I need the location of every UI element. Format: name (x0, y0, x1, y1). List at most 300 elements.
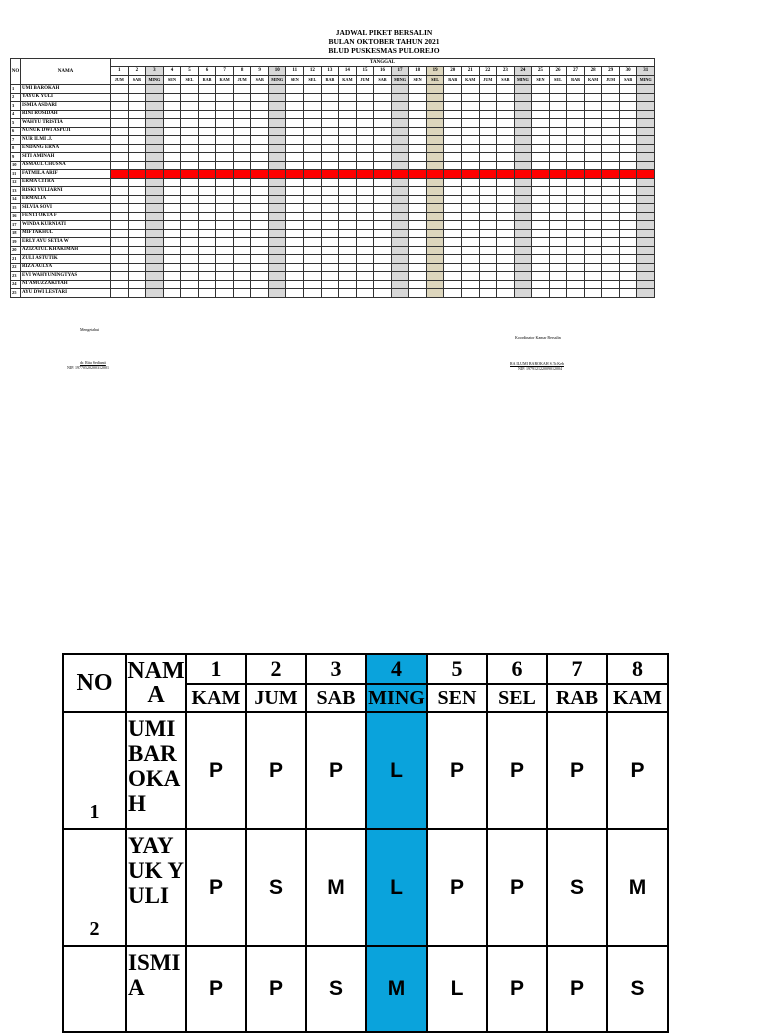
schedule-cell (374, 195, 392, 204)
schedule-cell (637, 153, 655, 162)
staff-name: RINI ROSIDAH (21, 110, 111, 119)
schedule-cell (602, 263, 620, 272)
schedule-cell (304, 85, 322, 94)
schedule-cell (602, 246, 620, 255)
schedule-cell (233, 85, 251, 94)
schedule-cell (444, 153, 462, 162)
schedule-cell (532, 187, 550, 196)
schedule-cell (409, 170, 427, 179)
zoom-shift-cell: P (547, 946, 607, 1032)
schedule-cell (549, 170, 567, 179)
schedule-cell (409, 178, 427, 187)
schedule-cell (198, 102, 216, 111)
zoom-shift-cell: P (547, 712, 607, 829)
schedule-cell (584, 212, 602, 221)
zoom-day-header: KAM (186, 684, 246, 712)
schedule-cell (409, 110, 427, 119)
schedule-cell (111, 280, 129, 289)
schedule-cell (497, 136, 515, 145)
schedule-cell (146, 102, 164, 111)
schedule-cell (461, 127, 479, 136)
table-row (11, 229, 655, 238)
zoom-shift-cell: S (306, 946, 366, 1032)
tanggal-header: TANGGAL (111, 59, 655, 67)
schedule-cell (339, 153, 357, 162)
schedule-cell (128, 246, 146, 255)
schedule-cell (286, 93, 304, 102)
schedule-cell (426, 85, 444, 94)
date-header: 17 (391, 67, 409, 76)
schedule-cell (619, 272, 637, 281)
schedule-cell (268, 178, 286, 187)
staff-number: 13 (11, 187, 21, 196)
schedule-cell (444, 263, 462, 272)
schedule-cell (637, 170, 655, 179)
schedule-cell (514, 255, 532, 264)
day-header: MING (514, 76, 532, 85)
schedule-cell (426, 144, 444, 153)
schedule-cell (567, 204, 585, 213)
schedule-cell (374, 161, 392, 170)
schedule-cell (479, 110, 497, 119)
schedule-cell (479, 85, 497, 94)
schedule-cell (356, 170, 374, 179)
schedule-cell (374, 255, 392, 264)
zoom-shift-cell: P (246, 712, 306, 829)
staff-name: ASMAUL CHUSNA (21, 161, 111, 170)
schedule-cell (198, 229, 216, 238)
schedule-cell (532, 93, 550, 102)
schedule-cell (461, 178, 479, 187)
staff-name: FENTI OKTA F (21, 212, 111, 221)
schedule-cell (374, 85, 392, 94)
schedule-cell (233, 102, 251, 111)
schedule-cell (321, 255, 339, 264)
schedule-cell (268, 187, 286, 196)
staff-name: SILVIA SOVI (21, 204, 111, 213)
schedule-cell (181, 195, 199, 204)
schedule-cell (216, 272, 234, 281)
schedule-cell (514, 119, 532, 128)
schedule-cell (128, 85, 146, 94)
schedule-cell (532, 229, 550, 238)
date-header: 14 (339, 67, 357, 76)
schedule-cell (111, 178, 129, 187)
schedule-cell (339, 136, 357, 145)
schedule-cell (198, 153, 216, 162)
day-header: KAM (584, 76, 602, 85)
schedule-cell (374, 280, 392, 289)
schedule-cell (461, 102, 479, 111)
schedule-cell (549, 178, 567, 187)
schedule-cell (444, 204, 462, 213)
schedule-cell (163, 119, 181, 128)
staff-name: WAHYU TRISTIA (21, 119, 111, 128)
schedule-cell (532, 263, 550, 272)
schedule-cell (233, 195, 251, 204)
schedule-cell (163, 136, 181, 145)
schedule-cell (602, 110, 620, 119)
schedule-cell (426, 212, 444, 221)
schedule-cell (532, 136, 550, 145)
schedule-cell (251, 272, 269, 281)
schedule-cell (163, 153, 181, 162)
schedule-cell (532, 289, 550, 298)
schedule-cell (619, 178, 637, 187)
schedule-cell (602, 161, 620, 170)
schedule-cell (198, 136, 216, 145)
zoom-shift-cell: P (487, 946, 547, 1032)
schedule-cell (567, 178, 585, 187)
schedule-cell (549, 255, 567, 264)
schedule-cell (286, 280, 304, 289)
schedule-cell (181, 127, 199, 136)
zoom-day-header: JUM (246, 684, 306, 712)
schedule-cell (532, 85, 550, 94)
schedule-cell (268, 280, 286, 289)
schedule-cell (619, 289, 637, 298)
schedule-cell (514, 263, 532, 272)
staff-name: ISMIA ASDARI (21, 102, 111, 111)
schedule-cell (567, 153, 585, 162)
schedule-cell (111, 187, 129, 196)
schedule-cell (426, 229, 444, 238)
schedule-cell (426, 161, 444, 170)
day-header: MING (146, 76, 164, 85)
schedule-cell (409, 289, 427, 298)
staff-number: 5 (11, 119, 21, 128)
schedule-cell (286, 119, 304, 128)
schedule-cell (111, 272, 129, 281)
table-row (63, 712, 668, 829)
schedule-cell (532, 246, 550, 255)
schedule-cell (181, 289, 199, 298)
schedule-cell (128, 238, 146, 247)
schedule-cell (198, 144, 216, 153)
staff-name: EVI WAHYUNINGTYAS (21, 272, 111, 281)
schedule-cell (514, 110, 532, 119)
schedule-cell (111, 212, 129, 221)
schedule-cell (619, 187, 637, 196)
schedule-cell (181, 110, 199, 119)
schedule-cell (584, 246, 602, 255)
staff-number: 23 (11, 272, 21, 281)
schedule-cell (479, 204, 497, 213)
schedule-cell (497, 93, 515, 102)
schedule-cell (637, 161, 655, 170)
schedule-cell (461, 280, 479, 289)
schedule-cell (444, 161, 462, 170)
day-header: KAM (216, 76, 234, 85)
schedule-cell (216, 153, 234, 162)
staff-name: WINDA KURNIATI (21, 221, 111, 230)
schedule-cell (111, 195, 129, 204)
schedule-cell (356, 144, 374, 153)
schedule-cell (549, 93, 567, 102)
schedule-cell (356, 238, 374, 247)
schedule-cell (198, 110, 216, 119)
schedule-cell (374, 127, 392, 136)
schedule-cell (619, 170, 637, 179)
schedule-cell (637, 195, 655, 204)
schedule-cell (181, 204, 199, 213)
schedule-table (10, 58, 655, 298)
zoom-shift-cell: P (427, 829, 487, 946)
schedule-cell (216, 246, 234, 255)
schedule-cell (233, 229, 251, 238)
date-header: 6 (198, 67, 216, 76)
schedule-cell (181, 221, 199, 230)
zoom-date-header: 5 (427, 654, 487, 684)
schedule-cell (216, 127, 234, 136)
schedule-cell (497, 119, 515, 128)
schedule-cell (444, 289, 462, 298)
schedule-cell (356, 102, 374, 111)
schedule-cell (619, 221, 637, 230)
schedule-cell (321, 212, 339, 221)
zoom-shift-cell: M (607, 829, 668, 946)
schedule-cell (339, 289, 357, 298)
schedule-cell (584, 280, 602, 289)
date-header: 21 (461, 67, 479, 76)
schedule-cell (268, 255, 286, 264)
schedule-cell (181, 161, 199, 170)
schedule-cell (391, 212, 409, 221)
schedule-cell (497, 238, 515, 247)
schedule-cell (514, 238, 532, 247)
right-signature-name-text: RA ILUMI BAROKAH S.Tr.Keb (510, 361, 564, 366)
schedule-cell (216, 212, 234, 221)
date-header: 2 (128, 67, 146, 76)
schedule-cell (497, 102, 515, 111)
schedule-cell (426, 195, 444, 204)
schedule-cell (146, 212, 164, 221)
schedule-cell (339, 127, 357, 136)
schedule-cell (181, 229, 199, 238)
schedule-cell (198, 238, 216, 247)
staff-name: NUR ILMI .J. (21, 136, 111, 145)
schedule-cell (549, 153, 567, 162)
schedule-cell (391, 221, 409, 230)
schedule-cell (409, 246, 427, 255)
schedule-cell (286, 102, 304, 111)
staff-number: 20 (11, 246, 21, 255)
schedule-cell (409, 229, 427, 238)
schedule-cell (461, 119, 479, 128)
schedule-cell (479, 127, 497, 136)
schedule-cell (356, 229, 374, 238)
schedule-cell (339, 102, 357, 111)
schedule-cell (321, 221, 339, 230)
schedule-cell (216, 289, 234, 298)
schedule-cell (321, 178, 339, 187)
schedule-cell (567, 195, 585, 204)
schedule-cell (198, 272, 216, 281)
schedule-cell (479, 238, 497, 247)
schedule-cell (304, 246, 322, 255)
zoom-shift-cell: P (186, 946, 246, 1032)
schedule-cell (584, 255, 602, 264)
schedule-cell (567, 212, 585, 221)
schedule-cell (637, 136, 655, 145)
schedule-cell (444, 229, 462, 238)
schedule-cell (198, 93, 216, 102)
schedule-cell (233, 221, 251, 230)
schedule-cell (268, 161, 286, 170)
date-header: 7 (216, 67, 234, 76)
schedule-cell (391, 178, 409, 187)
schedule-cell (251, 204, 269, 213)
schedule-cell (146, 110, 164, 119)
schedule-cell (391, 263, 409, 272)
schedule-cell (233, 93, 251, 102)
staff-number: 6 (11, 127, 21, 136)
schedule-cell (619, 195, 637, 204)
schedule-cell (181, 144, 199, 153)
schedule-cell (497, 110, 515, 119)
day-header: SAB (619, 76, 637, 85)
schedule-cell (549, 204, 567, 213)
schedule-cell (444, 187, 462, 196)
date-header: 4 (163, 67, 181, 76)
staff-name: MIFTAKHUL (21, 229, 111, 238)
staff-name: RIZA AULYA (21, 263, 111, 272)
schedule-cell (584, 144, 602, 153)
schedule-cell (426, 263, 444, 272)
schedule-cell (286, 85, 304, 94)
schedule-cell (286, 263, 304, 272)
schedule-month: BULAN OKTOBER TAHUN 2021 (328, 37, 440, 46)
schedule-cell (321, 102, 339, 111)
table-row (11, 195, 655, 204)
schedule-cell (286, 238, 304, 247)
schedule-cell (286, 204, 304, 213)
schedule-cell (128, 178, 146, 187)
schedule-cell (146, 161, 164, 170)
schedule-cell (181, 170, 199, 179)
schedule-cell (514, 280, 532, 289)
schedule-cell (567, 85, 585, 94)
schedule-cell (268, 153, 286, 162)
zoom-day-header: SEL (487, 684, 547, 712)
schedule-cell (479, 178, 497, 187)
schedule-cell (321, 263, 339, 272)
schedule-cell (198, 255, 216, 264)
schedule-cell (128, 110, 146, 119)
schedule-cell (602, 85, 620, 94)
schedule-cell (461, 212, 479, 221)
schedule-cell (461, 110, 479, 119)
schedule-cell (198, 127, 216, 136)
schedule-cell (374, 178, 392, 187)
schedule-cell (163, 263, 181, 272)
schedule-cell (374, 136, 392, 145)
schedule-cell (391, 187, 409, 196)
zoom-shift-cell: P (186, 712, 246, 829)
schedule-cell (497, 127, 515, 136)
schedule-cell (233, 144, 251, 153)
schedule-cell (216, 204, 234, 213)
staff-number: 4 (11, 110, 21, 119)
schedule-cell (602, 127, 620, 136)
schedule-cell (216, 263, 234, 272)
schedule-cell (549, 229, 567, 238)
left-signature-nip: NIP. 19770520200312001 (67, 365, 110, 370)
staff-name: ERLY AYU SETIA W (21, 238, 111, 247)
schedule-cell (532, 110, 550, 119)
schedule-cell (198, 221, 216, 230)
schedule-cell (163, 178, 181, 187)
staff-number: 21 (11, 255, 21, 264)
staff-number: 1 (11, 85, 21, 94)
schedule-cell (444, 110, 462, 119)
schedule-cell (356, 212, 374, 221)
schedule-cell (514, 229, 532, 238)
schedule-cell (584, 127, 602, 136)
schedule-cell (584, 153, 602, 162)
schedule-cell (461, 229, 479, 238)
schedule-cell (479, 263, 497, 272)
schedule-cell (251, 119, 269, 128)
schedule-cell (128, 204, 146, 213)
day-header: SAB (374, 76, 392, 85)
schedule-cell (374, 221, 392, 230)
schedule-cell (111, 289, 129, 298)
schedule-cell (251, 136, 269, 145)
schedule-cell (268, 136, 286, 145)
day-header: JUM (479, 76, 497, 85)
schedule-cell (426, 272, 444, 281)
schedule-cell (409, 127, 427, 136)
table-row (11, 153, 655, 162)
schedule-cell (391, 110, 409, 119)
schedule-cell (198, 187, 216, 196)
zoom-date-header: 8 (607, 654, 668, 684)
staff-name: NUNUK DWI ASPUJI (21, 127, 111, 136)
schedule-cell (426, 102, 444, 111)
schedule-cell (567, 144, 585, 153)
schedule-cell (128, 221, 146, 230)
schedule-cell (549, 110, 567, 119)
schedule-cell (602, 136, 620, 145)
schedule-cell (461, 255, 479, 264)
schedule-cell (374, 119, 392, 128)
schedule-cell (584, 102, 602, 111)
schedule-cell (163, 161, 181, 170)
schedule-cell (549, 221, 567, 230)
schedule-cell (409, 85, 427, 94)
schedule-cell (198, 170, 216, 179)
schedule-cell (163, 85, 181, 94)
staff-name: FATMILA ARIF (21, 170, 111, 179)
schedule-cell (426, 187, 444, 196)
schedule-cell (111, 153, 129, 162)
schedule-cell (391, 238, 409, 247)
schedule-cell (304, 255, 322, 264)
schedule-cell (479, 119, 497, 128)
zoom-shift-cell: M (366, 946, 427, 1032)
date-header: 20 (444, 67, 462, 76)
table-row (11, 85, 655, 94)
zoom-shift-cell: P (186, 829, 246, 946)
zoom-date-header: 3 (306, 654, 366, 684)
table-row (11, 289, 655, 298)
staff-name: ERMA CITRA (21, 178, 111, 187)
schedule-cell (356, 127, 374, 136)
schedule-cell (461, 153, 479, 162)
date-header: 5 (181, 67, 199, 76)
date-header: 31 (637, 67, 655, 76)
